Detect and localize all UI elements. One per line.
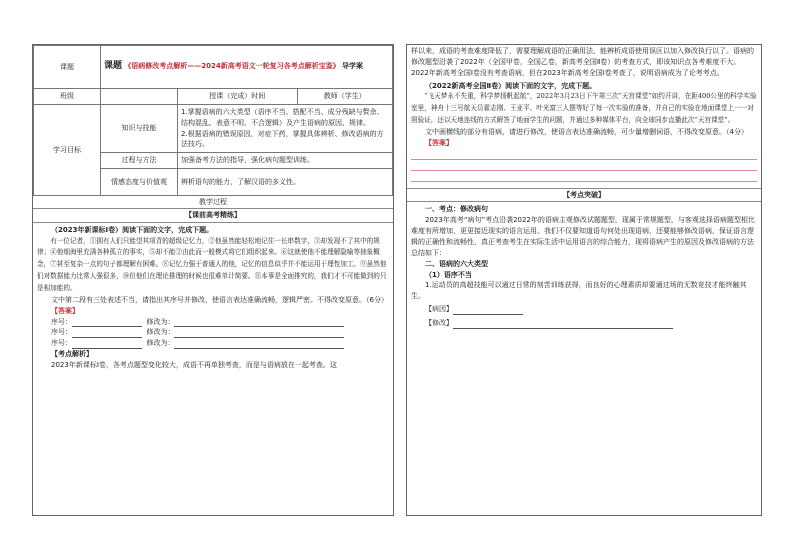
process-text: 加强备考方法的指导，强化病句题型训练。 bbox=[178, 153, 393, 169]
seq-label: 序号： bbox=[51, 339, 72, 348]
teaching-process-heading: 教学过程 bbox=[199, 198, 227, 207]
answer-line[interactable] bbox=[411, 171, 757, 182]
knowledge-content bbox=[178, 104, 393, 152]
exam-section-heading: 【课前高考精练】 bbox=[33, 208, 393, 223]
fix2-label: 【修改】 bbox=[425, 318, 453, 327]
fix2-blank[interactable] bbox=[453, 321, 673, 329]
topic-label: 课题 bbox=[34, 46, 101, 89]
seq-blank[interactable] bbox=[72, 330, 142, 338]
bug-row bbox=[425, 304, 757, 315]
bug-label: 【病因】 bbox=[425, 305, 453, 314]
lesson-info-table bbox=[33, 45, 393, 196]
goals-label: 学习目标 bbox=[34, 104, 101, 195]
fix-label: 修改为： bbox=[146, 328, 175, 337]
seq-blank[interactable] bbox=[72, 341, 142, 349]
exam-passage: 有一位记者，①拥有人们只能望其项背的超级记忆力，②他虽然能轻松地记住一长串数字，③却发现不了其中的规律；④他细海里充满各种孤立的事实，⑤却不能②由此而一般模式将它们组织起来。⑥这就使他不能理解隐喻等抽象概念，⑦甚至复杂一点的句子都理解有困难。⑧记忆力强于普通人的他，记忆的信息似乎并不能运用于理性加工。⑨虽然他们对数据能力比常人强很多，⑩但他们在理论推理的时候也很难单计简要。⑪本事是全面推究的，我们才不可能做到的只是相加能的。 bbox=[37, 236, 387, 293]
example-sentence: 1.运动员的高超技能可以通过日常的刻苦训练获得，而良好的心理素质却要通过场的无数竞技才能终触其生。 bbox=[411, 281, 747, 301]
continued-text: 样以来，成语的考查难度降低了，需要理解成语的正确用法、能辨析成语使用误区以加入修改执行以了。语病的修改题型沿袭了2022年（全国甲卷，全国乙卷，新高考全国Ⅱ卷）的考查方式，即该知识点各考难度不大。2022年新高考全国Ⅰ卷没有考查语病，但在2023年新高考全国Ⅰ卷考查了，说明语病成为了论考考点。 bbox=[411, 47, 754, 77]
process-label: 过程与方法 bbox=[101, 153, 178, 169]
exam-question: 文中第二段有三处表述不当，请指出其序号并修改，使语言表达准确流畅，逻辑严密。不得改变原意。（6分） bbox=[51, 295, 388, 304]
topic-title: 《语病修改考点解析——2024新高考语文一轮复习各考点解析宝鉴》 bbox=[124, 62, 340, 71]
topic-cell bbox=[101, 46, 393, 89]
point1-text: 2023年高考“病句”考点沿袭2022年的语病主观修改试题题型，现属于常规题型，与客观选择语病题型相比难度有所增加，更更接近现实的语言运用。我们不仅要知道语句何处出现语病，还要能够修改语病，保证语言逻辑的正确性和流畅性，真正考查考生在实际生活中运用语言的综合能力，现将语病产生的原因及修改语病的方法总结如下： bbox=[411, 216, 755, 257]
topic-suffix: 导学案 bbox=[341, 62, 363, 71]
seq-blank[interactable] bbox=[72, 319, 142, 327]
seq-label: 序号： bbox=[51, 317, 72, 326]
fix-label: 修改为： bbox=[146, 317, 175, 326]
class-label: 班级 bbox=[34, 89, 101, 105]
sub1-heading: （1）语序不当 bbox=[425, 270, 472, 279]
seq-label: 序号： bbox=[51, 328, 72, 337]
knowledge-item-2: 2.根据语病的错误原因，对症下药，掌握具体辨析、修改语病的方法技巧。 bbox=[181, 129, 384, 149]
exam-intro: （2023年新课标Ⅰ卷）阅读下面的文字，完成下题。 bbox=[51, 225, 214, 234]
analysis-label: 【考点解析】 bbox=[51, 350, 93, 359]
teacher-label: 教师（学生） bbox=[297, 89, 392, 105]
fix-row bbox=[425, 318, 757, 329]
exam2-intro: （2022新高考全国Ⅱ卷）阅读下面的文字，完成下题。 bbox=[425, 81, 597, 90]
breakthrough-heading: 【考点突破】 bbox=[407, 188, 761, 203]
knowledge-label: 知识与技能 bbox=[101, 104, 178, 152]
answer-label: 【答案】 bbox=[51, 306, 79, 315]
right-page bbox=[406, 44, 762, 516]
point1-heading: 一、考点：修改病句 bbox=[425, 205, 488, 214]
answer-row-2 bbox=[51, 327, 389, 338]
exam2-passage: “飞天梦永不失重，科学梦扬帆起航”，2022年3月23日下午第三次“天宫课堂”如约开讲，在距400公里的科学实验室里，神舟十三号航天员翟志刚、王亚平、叶光富三人摆等好了每一次实验的准备，并自己的实验在地面课堂上一一对照验证，还以天地连线的方式解答了地面学生的问题，并通过多种媒体平台，向全球同步直播此次“天宫课堂”。 bbox=[411, 92, 757, 125]
emotion-text: 辨析语句的能力，了解汉语的多义性。 bbox=[178, 169, 393, 196]
answer-line[interactable] bbox=[411, 149, 757, 160]
bug-blank[interactable] bbox=[453, 307, 523, 315]
fix-label: 修改为： bbox=[146, 339, 175, 348]
answer2-label: 【答案】 bbox=[425, 138, 453, 147]
answer-row-3 bbox=[51, 338, 389, 349]
time-label: 授课（完成）时间 bbox=[178, 89, 298, 105]
point2-heading: 二、语病的六大类型 bbox=[425, 259, 488, 268]
exam2-question: 文中画横线的部分有语病，请进行修改，使语言表达准确流畅，可少量增删词语，不得改变原意。（4分） bbox=[425, 127, 748, 136]
analysis-text: 2023年新课标Ⅰ卷，各考点题型变化较大，成语不再单独考查，而是与语病放在一起考查。这 bbox=[51, 360, 337, 369]
answer-line[interactable] bbox=[411, 160, 757, 171]
knowledge-item-1: 1.掌握语病的六大类型（语序不当、搭配不当、成分残缺与赘余、结构混乱、表意不明、不合逻辑）及产生语病的原因、规律。 bbox=[181, 107, 384, 127]
answer-row-1 bbox=[51, 317, 389, 328]
fix-blank[interactable] bbox=[174, 319, 344, 327]
fix-blank[interactable] bbox=[174, 330, 344, 338]
topic-prefix: 课题 bbox=[104, 61, 123, 72]
left-page bbox=[32, 44, 394, 516]
fix-blank[interactable] bbox=[174, 341, 344, 349]
emotion-label: 情感态度与价值观 bbox=[101, 169, 178, 196]
